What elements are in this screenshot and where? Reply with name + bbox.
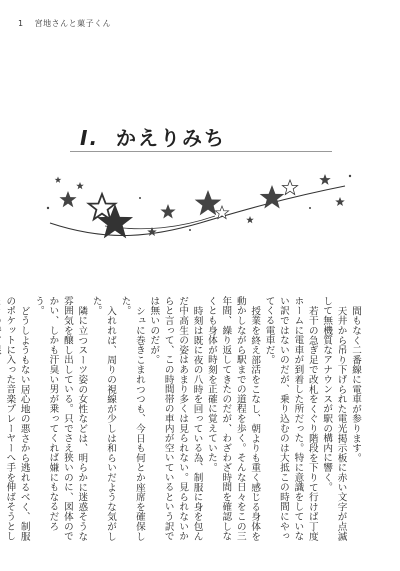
chapter-heading — [70, 116, 332, 158]
stars-ornament — [40, 168, 360, 258]
running-head — [18, 18, 111, 29]
chapter-number: I. — [80, 126, 100, 150]
running-head-title: 宮地さんと菓子くん — [34, 19, 112, 28]
paragraph: 時刻は既に夜の八時を回っている為、制服に身を包んだ中高生の姿はあまり多くは見られない。見られないからと言って、この時間帯の車内が空いているという訳では無いのだが。 — [148, 296, 203, 541]
paragraph: 間もなく二番線に電車が参ります。 — [350, 305, 361, 463]
paragraph: 天井から吊り下げられた電光掲示板に赤い文字が点滅して無機質なアナウンスが駅の構内に響く。 — [321, 296, 347, 541]
star-icon — [319, 174, 330, 185]
chapter-title — [80, 122, 226, 151]
body-text — [4, 296, 362, 544]
star-icon — [59, 191, 76, 207]
chapter-title-text: かえりみち — [116, 126, 227, 150]
paragraph: 入れれば、周りの視線が少しは和らいだような気がした。 — [90, 296, 117, 541]
paragraph: 授業を終え部活をこなし、朝よりも重く感じる身体を動かしながら駅までの道程を歩く。そんな日々をこの三年間、繰り返してきたのだが、わざわざ時間を確認しなくとも身体が時刻を正確に覚えていた。 — [205, 296, 261, 541]
star-icon — [76, 182, 84, 189]
star-icon — [160, 204, 175, 218]
star-icon — [282, 180, 297, 194]
star-icon — [246, 216, 254, 223]
page-number: 1 — [18, 19, 24, 28]
paragraph: 隣に立つスーツ姿の女性などは、明らかに迷惑そうな雰囲気を醸し出している。只でさえ狭いのに、図体のでかい、しかも汗臭い男が乗ってくれば嫌にもなるだろう。 — [33, 296, 88, 541]
paragraph: どうしようもない居心地の悪さから逃れるべく、制服のポケットに入った音楽プレーヤーへ手を伸ばそうとし — [4, 296, 30, 541]
star-icon — [55, 177, 62, 183]
star-icon — [335, 197, 345, 206]
paragraph: シュに巻きこまれつつも、今日も何とか座席を確保した。 — [119, 296, 145, 541]
paragraph: 若干の急ぎ足で改札をくぐり階段を下りて行けば丁度ホームに電車が到着した所だった。特に意識をしていない訳ではないのだが、乗り込むのは大抵この時間にやってくる電車だ。 — [263, 296, 318, 541]
